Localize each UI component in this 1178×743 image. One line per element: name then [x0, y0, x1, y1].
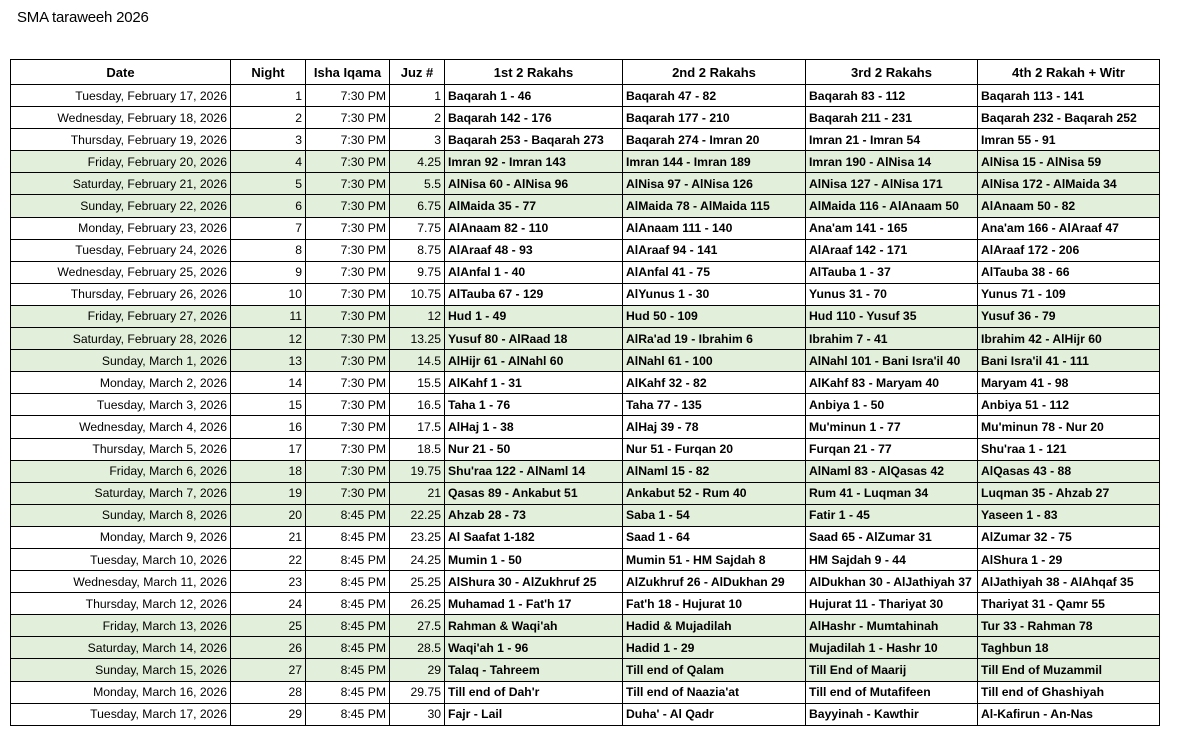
rakah-4-cell[interactable]: Yaseen 1 - 83 — [978, 504, 1160, 526]
date-cell[interactable]: Thursday, February 26, 2026 — [11, 283, 231, 305]
rakah-3-cell[interactable]: AlAraaf 142 - 171 — [806, 239, 978, 261]
iqama-cell[interactable]: 8:45 PM — [306, 659, 390, 681]
juz-cell[interactable]: 21 — [390, 482, 445, 504]
rakah-1-cell[interactable]: Shu'raa 122 - AlNaml 14 — [445, 460, 623, 482]
rakah-2-cell[interactable]: Hadid 1 - 29 — [623, 637, 806, 659]
rakah-3-cell[interactable]: AlHashr - Mumtahinah — [806, 615, 978, 637]
header-rakah-4[interactable]: 4th 2 Rakah + Witr — [978, 60, 1160, 85]
rakah-1-cell[interactable]: Yusuf 80 - AlRaad 18 — [445, 328, 623, 350]
rakah-3-cell[interactable]: AlMaida 116 - AlAnaam 50 — [806, 195, 978, 217]
iqama-cell[interactable]: 7:30 PM — [306, 261, 390, 283]
rakah-4-cell[interactable]: AlJathiyah 38 - AlAhqaf 35 — [978, 571, 1160, 593]
night-cell[interactable]: 14 — [231, 372, 306, 394]
rakah-3-cell[interactable]: AlKahf 83 - Maryam 40 — [806, 372, 978, 394]
table-row — [11, 173, 1160, 195]
rakah-4-cell[interactable]: AlZumar 32 - 75 — [978, 526, 1160, 548]
night-cell[interactable]: 23 — [231, 571, 306, 593]
header-rakah-3[interactable]: 3rd 2 Rakahs — [806, 60, 978, 85]
juz-cell[interactable]: 24.25 — [390, 548, 445, 570]
rakah-1-cell[interactable]: Baqarah 1 - 46 — [445, 85, 623, 107]
rakah-4-cell[interactable]: AlAnaam 50 - 82 — [978, 195, 1160, 217]
date-cell[interactable]: Thursday, March 5, 2026 — [11, 438, 231, 460]
juz-cell[interactable]: 2 — [390, 107, 445, 129]
date-cell[interactable]: Friday, February 27, 2026 — [11, 305, 231, 327]
juz-cell[interactable]: 14.5 — [390, 350, 445, 372]
date-cell[interactable]: Tuesday, February 24, 2026 — [11, 239, 231, 261]
juz-cell[interactable]: 28.5 — [390, 637, 445, 659]
table-row — [11, 526, 1160, 548]
rakah-4-cell[interactable]: Till End of Muzammil — [978, 659, 1160, 681]
juz-cell[interactable]: 26.25 — [390, 593, 445, 615]
rakah-3-cell[interactable]: Ana'am 141 - 165 — [806, 217, 978, 239]
night-cell[interactable]: 25 — [231, 615, 306, 637]
rakah-2-cell[interactable]: Saad 1 - 64 — [623, 526, 806, 548]
night-cell[interactable]: 6 — [231, 195, 306, 217]
iqama-cell[interactable]: 7:30 PM — [306, 173, 390, 195]
rakah-3-cell[interactable]: Fatir 1 - 45 — [806, 504, 978, 526]
table-row — [11, 305, 1160, 327]
rakah-3-cell[interactable]: Baqarah 83 - 112 — [806, 85, 978, 107]
table-row — [11, 571, 1160, 593]
rakah-2-cell[interactable]: AlMaida 78 - AlMaida 115 — [623, 195, 806, 217]
iqama-cell[interactable]: 7:30 PM — [306, 305, 390, 327]
rakah-4-cell[interactable]: Yusuf 36 - 79 — [978, 305, 1160, 327]
rakah-1-cell[interactable]: Hud 1 - 49 — [445, 305, 623, 327]
date-cell[interactable]: Saturday, March 7, 2026 — [11, 482, 231, 504]
iqama-cell[interactable]: 8:45 PM — [306, 548, 390, 570]
rakah-3-cell[interactable]: AlNaml 83 - AlQasas 42 — [806, 460, 978, 482]
rakah-1-cell[interactable]: AlAnfal 1 - 40 — [445, 261, 623, 283]
rakah-2-cell[interactable]: Duha' - Al Qadr — [623, 703, 806, 725]
table-row — [11, 394, 1160, 416]
header-juz[interactable]: Juz # — [390, 60, 445, 85]
juz-cell[interactable]: 25.25 — [390, 571, 445, 593]
rakah-4-cell[interactable]: AlShura 1 - 29 — [978, 548, 1160, 570]
iqama-cell[interactable]: 7:30 PM — [306, 239, 390, 261]
iqama-cell[interactable]: 8:45 PM — [306, 593, 390, 615]
night-cell[interactable]: 16 — [231, 416, 306, 438]
header-rakah-1[interactable]: 1st 2 Rakahs — [445, 60, 623, 85]
rakah-4-cell[interactable]: Luqman 35 - Ahzab 27 — [978, 482, 1160, 504]
rakah-1-cell[interactable]: AlKahf 1 - 31 — [445, 372, 623, 394]
rakah-1-cell[interactable]: AlTauba 67 - 129 — [445, 283, 623, 305]
rakah-2-cell[interactable]: Baqarah 177 - 210 — [623, 107, 806, 129]
table-row — [11, 659, 1160, 681]
night-cell[interactable]: 21 — [231, 526, 306, 548]
rakah-4-cell[interactable]: Yunus 71 - 109 — [978, 283, 1160, 305]
rakah-1-cell[interactable]: Nur 21 - 50 — [445, 438, 623, 460]
rakah-1-cell[interactable]: Al Saafat 1-182 — [445, 526, 623, 548]
night-cell[interactable]: 18 — [231, 460, 306, 482]
rakah-4-cell[interactable]: Al-Kafirun - An-Nas — [978, 703, 1160, 725]
table-row — [11, 283, 1160, 305]
date-cell[interactable]: Friday, February 20, 2026 — [11, 151, 231, 173]
night-cell[interactable]: 11 — [231, 305, 306, 327]
juz-cell[interactable]: 22.25 — [390, 504, 445, 526]
night-cell[interactable]: 28 — [231, 681, 306, 703]
rakah-1-cell[interactable]: Talaq - Tahreem — [445, 659, 623, 681]
rakah-4-cell[interactable]: Baqarah 113 - 141 — [978, 85, 1160, 107]
juz-cell[interactable]: 23.25 — [390, 526, 445, 548]
table-row — [11, 239, 1160, 261]
date-cell[interactable]: Tuesday, February 17, 2026 — [11, 85, 231, 107]
rakah-4-cell[interactable]: Ana'am 166 - AlAraaf 47 — [978, 217, 1160, 239]
rakah-3-cell[interactable]: Rum 41 - Luqman 34 — [806, 482, 978, 504]
rakah-1-cell[interactable]: Imran 92 - Imran 143 — [445, 151, 623, 173]
iqama-cell[interactable]: 8:45 PM — [306, 571, 390, 593]
rakah-2-cell[interactable]: Nur 51 - Furqan 20 — [623, 438, 806, 460]
rakah-3-cell[interactable]: Baqarah 211 - 231 — [806, 107, 978, 129]
date-cell[interactable]: Tuesday, March 17, 2026 — [11, 703, 231, 725]
rakah-1-cell[interactable]: Taha 1 - 76 — [445, 394, 623, 416]
rakah-2-cell[interactable]: Imran 144 - Imran 189 — [623, 151, 806, 173]
rakah-3-cell[interactable]: AlTauba 1 - 37 — [806, 261, 978, 283]
rakah-4-cell[interactable]: AlQasas 43 - 88 — [978, 460, 1160, 482]
night-cell[interactable]: 17 — [231, 438, 306, 460]
table-row — [11, 615, 1160, 637]
iqama-cell[interactable]: 7:30 PM — [306, 195, 390, 217]
rakah-3-cell[interactable]: Yunus 31 - 70 — [806, 283, 978, 305]
rakah-3-cell[interactable]: Hud 110 - Yusuf 35 — [806, 305, 978, 327]
juz-cell[interactable]: 8.75 — [390, 239, 445, 261]
juz-cell[interactable]: 19.75 — [390, 460, 445, 482]
iqama-cell[interactable]: 7:30 PM — [306, 283, 390, 305]
rakah-1-cell[interactable]: AlHijr 61 - AlNahl 60 — [445, 350, 623, 372]
rakah-2-cell[interactable]: Fat'h 18 - Hujurat 10 — [623, 593, 806, 615]
juz-cell[interactable]: 10.75 — [390, 283, 445, 305]
date-cell[interactable]: Tuesday, March 3, 2026 — [11, 394, 231, 416]
header-row — [11, 60, 1160, 85]
night-cell[interactable]: 3 — [231, 129, 306, 151]
schedule-table — [10, 59, 1160, 726]
iqama-cell[interactable]: 7:30 PM — [306, 107, 390, 129]
table-row — [11, 261, 1160, 283]
rakah-2-cell[interactable]: Hud 50 - 109 — [623, 305, 806, 327]
rakah-3-cell[interactable]: HM Sajdah 9 - 44 — [806, 548, 978, 570]
rakah-2-cell[interactable]: AlNahl 61 - 100 — [623, 350, 806, 372]
juz-cell[interactable]: 16.5 — [390, 394, 445, 416]
date-cell[interactable]: Monday, March 9, 2026 — [11, 526, 231, 548]
date-cell[interactable]: Thursday, March 12, 2026 — [11, 593, 231, 615]
header-night[interactable]: Night — [231, 60, 306, 85]
rakah-1-cell[interactable]: AlHaj 1 - 38 — [445, 416, 623, 438]
date-cell[interactable]: Sunday, February 22, 2026 — [11, 195, 231, 217]
iqama-cell[interactable]: 7:30 PM — [306, 328, 390, 350]
rakah-1-cell[interactable]: Ahzab 28 - 73 — [445, 504, 623, 526]
date-cell[interactable]: Saturday, March 14, 2026 — [11, 637, 231, 659]
night-cell[interactable]: 7 — [231, 217, 306, 239]
iqama-cell[interactable]: 7:30 PM — [306, 482, 390, 504]
rakah-1-cell[interactable]: Qasas 89 - Ankabut 51 — [445, 482, 623, 504]
rakah-4-cell[interactable]: Bani Isra'il 41 - 111 — [978, 350, 1160, 372]
rakah-2-cell[interactable]: AlAraaf 94 - 141 — [623, 239, 806, 261]
juz-cell[interactable]: 7.75 — [390, 217, 445, 239]
date-cell[interactable]: Friday, March 6, 2026 — [11, 460, 231, 482]
juz-cell[interactable]: 18.5 — [390, 438, 445, 460]
rakah-4-cell[interactable]: Mu'minun 78 - Nur 20 — [978, 416, 1160, 438]
rakah-4-cell[interactable]: AlNisa 15 - AlNisa 59 — [978, 151, 1160, 173]
rakah-1-cell[interactable]: Fajr - Lail — [445, 703, 623, 725]
rakah-2-cell[interactable]: Baqarah 47 - 82 — [623, 85, 806, 107]
table-row — [11, 637, 1160, 659]
rakah-4-cell[interactable]: Till end of Ghashiyah — [978, 681, 1160, 703]
table-row — [11, 85, 1160, 107]
rakah-1-cell[interactable]: AlMaida 35 - 77 — [445, 195, 623, 217]
header-rakah-2[interactable]: 2nd 2 Rakahs — [623, 60, 806, 85]
rakah-4-cell[interactable]: Baqarah 232 - Baqarah 252 — [978, 107, 1160, 129]
date-cell[interactable]: Wednesday, March 11, 2026 — [11, 571, 231, 593]
rakah-2-cell[interactable]: Till end of Naazia'at — [623, 681, 806, 703]
rakah-4-cell[interactable]: Imran 55 - 91 — [978, 129, 1160, 151]
juz-cell[interactable]: 13.25 — [390, 328, 445, 350]
iqama-cell[interactable]: 7:30 PM — [306, 438, 390, 460]
date-cell[interactable]: Sunday, March 15, 2026 — [11, 659, 231, 681]
juz-cell[interactable]: 1 — [390, 85, 445, 107]
rakah-3-cell[interactable]: Mu'minun 1 - 77 — [806, 416, 978, 438]
iqama-cell[interactable]: 8:45 PM — [306, 637, 390, 659]
rakah-3-cell[interactable]: AlDukhan 30 - AlJathiyah 37 — [806, 571, 978, 593]
iqama-cell[interactable]: 7:30 PM — [306, 217, 390, 239]
night-cell[interactable]: 4 — [231, 151, 306, 173]
date-cell[interactable]: Monday, February 23, 2026 — [11, 217, 231, 239]
rakah-2-cell[interactable]: AlNaml 15 - 82 — [623, 460, 806, 482]
juz-cell[interactable]: 27.5 — [390, 615, 445, 637]
rakah-3-cell[interactable]: Imran 21 - Imran 54 — [806, 129, 978, 151]
juz-cell[interactable]: 9.75 — [390, 261, 445, 283]
rakah-3-cell[interactable]: Hujurat 11 - Thariyat 30 — [806, 593, 978, 615]
date-cell[interactable]: Saturday, February 28, 2026 — [11, 328, 231, 350]
night-cell[interactable]: 2 — [231, 107, 306, 129]
rakah-2-cell[interactable]: Ankabut 52 - Rum 40 — [623, 482, 806, 504]
night-cell[interactable]: 29 — [231, 703, 306, 725]
table-row — [11, 328, 1160, 350]
rakah-2-cell[interactable]: Mumin 51 - HM Sajdah 8 — [623, 548, 806, 570]
table-row — [11, 593, 1160, 615]
night-cell[interactable]: 13 — [231, 350, 306, 372]
night-cell[interactable]: 9 — [231, 261, 306, 283]
table-row — [11, 438, 1160, 460]
rakah-1-cell[interactable]: Baqarah 142 - 176 — [445, 107, 623, 129]
juz-cell[interactable]: 15.5 — [390, 372, 445, 394]
rakah-4-cell[interactable]: AlAraaf 172 - 206 — [978, 239, 1160, 261]
rakah-2-cell[interactable]: Till end of Qalam — [623, 659, 806, 681]
rakah-1-cell[interactable]: Mumin 1 - 50 — [445, 548, 623, 570]
rakah-2-cell[interactable]: Baqarah 274 - Imran 20 — [623, 129, 806, 151]
date-cell[interactable]: Wednesday, March 4, 2026 — [11, 416, 231, 438]
rakah-1-cell[interactable]: Baqarah 253 - Baqarah 273 — [445, 129, 623, 151]
date-cell[interactable]: Tuesday, March 10, 2026 — [11, 548, 231, 570]
iqama-cell[interactable]: 7:30 PM — [306, 151, 390, 173]
rakah-3-cell[interactable]: Imran 190 - AlNisa 14 — [806, 151, 978, 173]
night-cell[interactable]: 22 — [231, 548, 306, 570]
date-cell[interactable]: Sunday, March 8, 2026 — [11, 504, 231, 526]
iqama-cell[interactable]: 8:45 PM — [306, 615, 390, 637]
table-row — [11, 504, 1160, 526]
date-cell[interactable]: Sunday, March 1, 2026 — [11, 350, 231, 372]
rakah-3-cell[interactable]: AlNahl 101 - Bani Isra'il 40 — [806, 350, 978, 372]
rakah-3-cell[interactable]: Ibrahim 7 - 41 — [806, 328, 978, 350]
rakah-1-cell[interactable]: Rahman & Waqi'ah — [445, 615, 623, 637]
table-row — [11, 372, 1160, 394]
rakah-2-cell[interactable]: Saba 1 - 54 — [623, 504, 806, 526]
rakah-3-cell[interactable]: Till end of Mutafifeen — [806, 681, 978, 703]
rakah-3-cell[interactable]: Furqan 21 - 77 — [806, 438, 978, 460]
table-row — [11, 151, 1160, 173]
night-cell[interactable]: 8 — [231, 239, 306, 261]
rakah-3-cell[interactable]: Saad 65 - AlZumar 31 — [806, 526, 978, 548]
night-cell[interactable]: 12 — [231, 328, 306, 350]
table-row — [11, 681, 1160, 703]
rakah-2-cell[interactable]: AlAnfal 41 - 75 — [623, 261, 806, 283]
iqama-cell[interactable]: 7:30 PM — [306, 394, 390, 416]
rakah-2-cell[interactable]: AlNisa 97 - AlNisa 126 — [623, 173, 806, 195]
iqama-cell[interactable]: 7:30 PM — [306, 350, 390, 372]
night-cell[interactable]: 1 — [231, 85, 306, 107]
rakah-4-cell[interactable]: Thariyat 31 - Qamr 55 — [978, 593, 1160, 615]
rakah-1-cell[interactable]: AlAraaf 48 - 93 — [445, 239, 623, 261]
date-cell[interactable]: Saturday, February 21, 2026 — [11, 173, 231, 195]
night-cell[interactable]: 15 — [231, 394, 306, 416]
rakah-4-cell[interactable]: Maryam 41 - 98 — [978, 372, 1160, 394]
rakah-4-cell[interactable]: Anbiya 51 - 112 — [978, 394, 1160, 416]
juz-cell[interactable]: 6.75 — [390, 195, 445, 217]
iqama-cell[interactable]: 7:30 PM — [306, 416, 390, 438]
rakah-1-cell[interactable]: Muhamad 1 - Fat'h 17 — [445, 593, 623, 615]
table-row — [11, 217, 1160, 239]
rakah-2-cell[interactable]: AlYunus 1 - 30 — [623, 283, 806, 305]
night-cell[interactable]: 10 — [231, 283, 306, 305]
rakah-4-cell[interactable]: Tur 33 - Rahman 78 — [978, 615, 1160, 637]
table-row — [11, 482, 1160, 504]
table-row — [11, 129, 1160, 151]
iqama-cell[interactable]: 8:45 PM — [306, 504, 390, 526]
night-cell[interactable]: 24 — [231, 593, 306, 615]
juz-cell[interactable]: 17.5 — [390, 416, 445, 438]
rakah-1-cell[interactable]: AlShura 30 - AlZukhruf 25 — [445, 571, 623, 593]
juz-cell[interactable]: 29 — [390, 659, 445, 681]
rakah-2-cell[interactable]: AlRa'ad 19 - Ibrahim 6 — [623, 328, 806, 350]
rakah-2-cell[interactable]: Taha 77 - 135 — [623, 394, 806, 416]
juz-cell[interactable]: 3 — [390, 129, 445, 151]
iqama-cell[interactable]: 7:30 PM — [306, 85, 390, 107]
rakah-1-cell[interactable]: Waqi'ah 1 - 96 — [445, 637, 623, 659]
rakah-2-cell[interactable]: AlHaj 39 - 78 — [623, 416, 806, 438]
night-cell[interactable]: 19 — [231, 482, 306, 504]
rakah-4-cell[interactable]: AlNisa 172 - AlMaida 34 — [978, 173, 1160, 195]
table-row — [11, 548, 1160, 570]
rakah-3-cell[interactable]: Mujadilah 1 - Hashr 10 — [806, 637, 978, 659]
iqama-cell[interactable]: 7:30 PM — [306, 372, 390, 394]
rakah-3-cell[interactable]: Till End of Maarij — [806, 659, 978, 681]
rakah-3-cell[interactable]: AlNisa 127 - AlNisa 171 — [806, 173, 978, 195]
rakah-4-cell[interactable]: Shu'raa 1 - 121 — [978, 438, 1160, 460]
rakah-4-cell[interactable]: Taghbun 18 — [978, 637, 1160, 659]
rakah-1-cell[interactable]: AlAnaam 82 - 110 — [445, 217, 623, 239]
iqama-cell[interactable]: 7:30 PM — [306, 460, 390, 482]
night-cell[interactable]: 27 — [231, 659, 306, 681]
juz-cell[interactable]: 4.25 — [390, 151, 445, 173]
table-row — [11, 195, 1160, 217]
date-cell[interactable]: Friday, March 13, 2026 — [11, 615, 231, 637]
rakah-3-cell[interactable]: Bayyinah - Kawthir — [806, 703, 978, 725]
date-cell[interactable]: Monday, March 2, 2026 — [11, 372, 231, 394]
rakah-1-cell[interactable]: AlNisa 60 - AlNisa 96 — [445, 173, 623, 195]
iqama-cell[interactable]: 8:45 PM — [306, 526, 390, 548]
juz-cell[interactable]: 30 — [390, 703, 445, 725]
table-row — [11, 416, 1160, 438]
rakah-2-cell[interactable]: AlZukhruf 26 - AlDukhan 29 — [623, 571, 806, 593]
juz-cell[interactable]: 5.5 — [390, 173, 445, 195]
date-cell[interactable]: Wednesday, February 18, 2026 — [11, 107, 231, 129]
juz-cell[interactable]: 12 — [390, 305, 445, 327]
juz-cell[interactable]: 29.75 — [390, 681, 445, 703]
header-date[interactable]: Date — [11, 60, 231, 85]
rakah-2-cell[interactable]: Hadid & Mujadilah — [623, 615, 806, 637]
iqama-cell[interactable]: 7:30 PM — [306, 129, 390, 151]
rakah-1-cell[interactable]: Till end of Dah'r — [445, 681, 623, 703]
rakah-3-cell[interactable]: Anbiya 1 - 50 — [806, 394, 978, 416]
night-cell[interactable]: 20 — [231, 504, 306, 526]
table-row — [11, 703, 1160, 725]
rakah-4-cell[interactable]: AlTauba 38 - 66 — [978, 261, 1160, 283]
date-cell[interactable]: Wednesday, February 25, 2026 — [11, 261, 231, 283]
table-row — [11, 350, 1160, 372]
table-row — [11, 107, 1160, 129]
iqama-cell[interactable]: 8:45 PM — [306, 703, 390, 725]
table-row — [11, 460, 1160, 482]
iqama-cell[interactable]: 8:45 PM — [306, 681, 390, 703]
rakah-2-cell[interactable]: AlKahf 32 - 82 — [623, 372, 806, 394]
rakah-4-cell[interactable]: Ibrahim 42 - AlHijr 60 — [978, 328, 1160, 350]
night-cell[interactable]: 5 — [231, 173, 306, 195]
night-cell[interactable]: 26 — [231, 637, 306, 659]
header-isha-iqama[interactable]: Isha Iqama — [306, 60, 390, 85]
date-cell[interactable]: Monday, March 16, 2026 — [11, 681, 231, 703]
date-cell[interactable]: Thursday, February 19, 2026 — [11, 129, 231, 151]
sheet-title: SMA taraweeh 2026 — [17, 9, 149, 26]
rakah-2-cell[interactable]: AlAnaam 111 - 140 — [623, 217, 806, 239]
